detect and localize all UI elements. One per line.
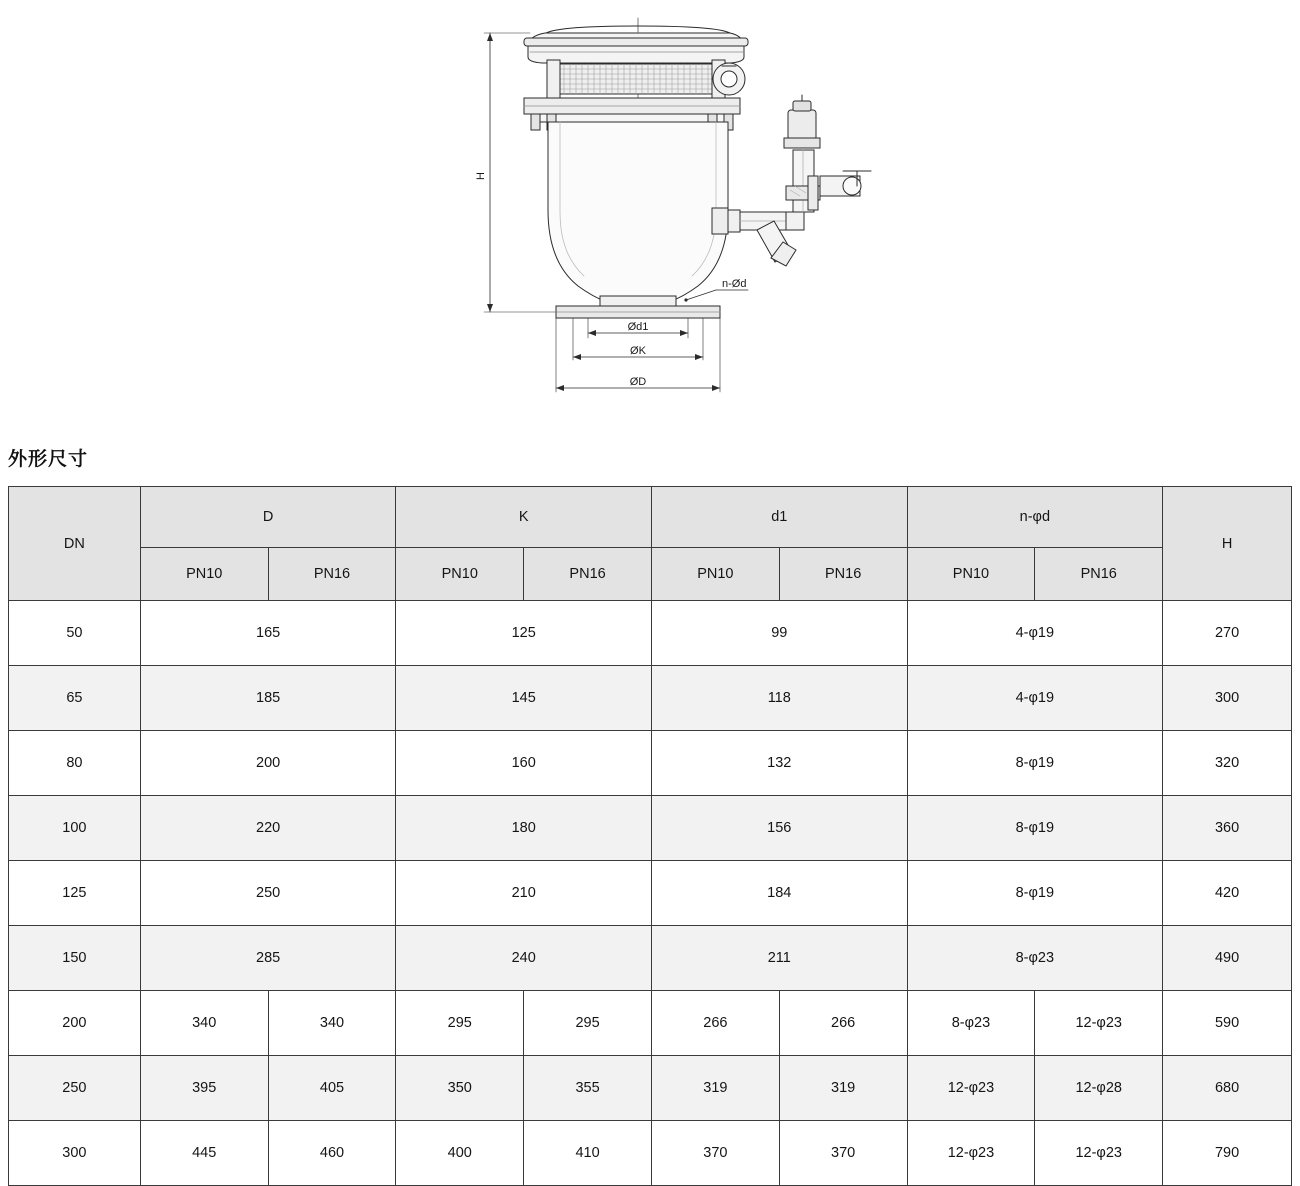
table-header-row-groups bbox=[9, 487, 1292, 548]
dimension-label-h: H bbox=[475, 172, 487, 180]
cell-d-pn10: 340 bbox=[140, 991, 268, 1056]
cell-d: 200 bbox=[140, 731, 396, 796]
cell-d-pn16: 340 bbox=[268, 991, 396, 1056]
cell-h: 320 bbox=[1163, 731, 1292, 796]
cell-nd: 8-φ19 bbox=[907, 731, 1163, 796]
cell-nd: 8-φ23 bbox=[907, 926, 1163, 991]
column-header-h: H bbox=[1163, 487, 1292, 601]
cell-d1-pn16: 370 bbox=[779, 1121, 907, 1186]
dimensions-table-container bbox=[8, 486, 1292, 1186]
cell-d1-pn10: 319 bbox=[651, 1056, 779, 1121]
cell-h: 680 bbox=[1163, 1056, 1292, 1121]
dimension-label-phi-k: ØK bbox=[630, 345, 646, 357]
cell-h: 420 bbox=[1163, 861, 1292, 926]
cell-k-pn16: 355 bbox=[524, 1056, 652, 1121]
cell-d: 250 bbox=[140, 861, 396, 926]
column-header-n-phi-d: n-φd bbox=[907, 487, 1163, 548]
cell-k-pn16: 410 bbox=[524, 1121, 652, 1186]
cell-d-pn10: 445 bbox=[140, 1121, 268, 1186]
cell-nd-pn10: 12-φ23 bbox=[907, 1121, 1035, 1186]
cell-k: 125 bbox=[396, 601, 652, 666]
cell-nd-pn16: 12-φ23 bbox=[1035, 991, 1163, 1056]
valve-drawing-svg bbox=[0, 0, 1300, 430]
cell-d1-pn10: 370 bbox=[651, 1121, 779, 1186]
cell-d1: 99 bbox=[651, 601, 907, 666]
dimensions-table bbox=[8, 486, 1292, 1186]
column-header-dn: DN bbox=[9, 487, 141, 601]
cell-d-pn10: 395 bbox=[140, 1056, 268, 1121]
column-header-d: D bbox=[140, 487, 396, 548]
subheader-d-pn16: PN16 bbox=[268, 548, 396, 601]
cell-dn: 150 bbox=[9, 926, 141, 991]
cell-k: 160 bbox=[396, 731, 652, 796]
subheader-nd-pn10: PN10 bbox=[907, 548, 1035, 601]
cell-k: 210 bbox=[396, 861, 652, 926]
subheader-d1-pn10: PN10 bbox=[651, 548, 779, 601]
cell-nd: 4-φ19 bbox=[907, 666, 1163, 731]
cell-d1-pn10: 266 bbox=[651, 991, 779, 1056]
table-row bbox=[9, 666, 1292, 731]
cell-d1-pn16: 319 bbox=[779, 1056, 907, 1121]
cell-d: 285 bbox=[140, 926, 396, 991]
cell-nd: 4-φ19 bbox=[907, 601, 1163, 666]
cell-k: 180 bbox=[396, 796, 652, 861]
section-title: 外形尺寸 bbox=[8, 449, 89, 470]
cell-dn: 65 bbox=[9, 666, 141, 731]
cell-d1: 118 bbox=[651, 666, 907, 731]
cell-dn: 80 bbox=[9, 731, 141, 796]
table-row bbox=[9, 731, 1292, 796]
table-row bbox=[9, 926, 1292, 991]
dimension-label-phi-d: ØD bbox=[629, 376, 647, 388]
cell-d: 220 bbox=[140, 796, 396, 861]
subheader-nd-pn16: PN16 bbox=[1035, 548, 1163, 601]
cell-dn: 200 bbox=[9, 991, 141, 1056]
cell-h: 300 bbox=[1163, 666, 1292, 731]
table-row bbox=[9, 861, 1292, 926]
table-header bbox=[9, 487, 1292, 601]
cell-h: 270 bbox=[1163, 601, 1292, 666]
table-row bbox=[9, 1121, 1292, 1186]
cell-dn: 50 bbox=[9, 601, 141, 666]
cell-k-pn10: 295 bbox=[396, 991, 524, 1056]
technical-drawing bbox=[0, 0, 1300, 430]
cell-d: 185 bbox=[140, 666, 396, 731]
cell-k: 145 bbox=[396, 666, 652, 731]
dimension-label-phi-d1: Ød1 bbox=[627, 321, 649, 333]
subheader-k-pn16: PN16 bbox=[524, 548, 652, 601]
cell-nd: 8-φ19 bbox=[907, 861, 1163, 926]
cell-h: 590 bbox=[1163, 991, 1292, 1056]
cell-d1: 184 bbox=[651, 861, 907, 926]
cell-k: 240 bbox=[396, 926, 652, 991]
cell-k-pn10: 400 bbox=[396, 1121, 524, 1186]
subheader-k-pn10: PN10 bbox=[396, 548, 524, 601]
cell-d1: 132 bbox=[651, 731, 907, 796]
subheader-d-pn10: PN10 bbox=[140, 548, 268, 601]
subheader-d1-pn16: PN16 bbox=[779, 548, 907, 601]
cell-dn: 250 bbox=[9, 1056, 141, 1121]
cell-d1-pn16: 266 bbox=[779, 991, 907, 1056]
cell-dn: 100 bbox=[9, 796, 141, 861]
table-row bbox=[9, 1056, 1292, 1121]
cell-nd-pn10: 12-φ23 bbox=[907, 1056, 1035, 1121]
cell-nd-pn10: 8-φ23 bbox=[907, 991, 1035, 1056]
cell-k-pn16: 295 bbox=[524, 991, 652, 1056]
cell-d-pn16: 460 bbox=[268, 1121, 396, 1186]
cell-d-pn16: 405 bbox=[268, 1056, 396, 1121]
cell-nd-pn16: 12-φ23 bbox=[1035, 1121, 1163, 1186]
dimension-label-n-phi-d: n-Ød bbox=[722, 278, 747, 290]
column-header-k: K bbox=[396, 487, 652, 548]
cell-h: 790 bbox=[1163, 1121, 1292, 1186]
cell-h: 490 bbox=[1163, 926, 1292, 991]
cell-nd-pn16: 12-φ28 bbox=[1035, 1056, 1163, 1121]
table-row bbox=[9, 601, 1292, 666]
cell-d1: 156 bbox=[651, 796, 907, 861]
table-row bbox=[9, 796, 1292, 861]
column-header-d1: d1 bbox=[651, 487, 907, 548]
cell-d1: 211 bbox=[651, 926, 907, 991]
cell-dn: 300 bbox=[9, 1121, 141, 1186]
table-row bbox=[9, 991, 1292, 1056]
cell-nd: 8-φ19 bbox=[907, 796, 1163, 861]
table-header-row-subs bbox=[9, 548, 1292, 601]
cell-h: 360 bbox=[1163, 796, 1292, 861]
cell-k-pn10: 350 bbox=[396, 1056, 524, 1121]
table-body bbox=[9, 601, 1292, 1186]
cell-d: 165 bbox=[140, 601, 396, 666]
cell-dn: 125 bbox=[9, 861, 141, 926]
